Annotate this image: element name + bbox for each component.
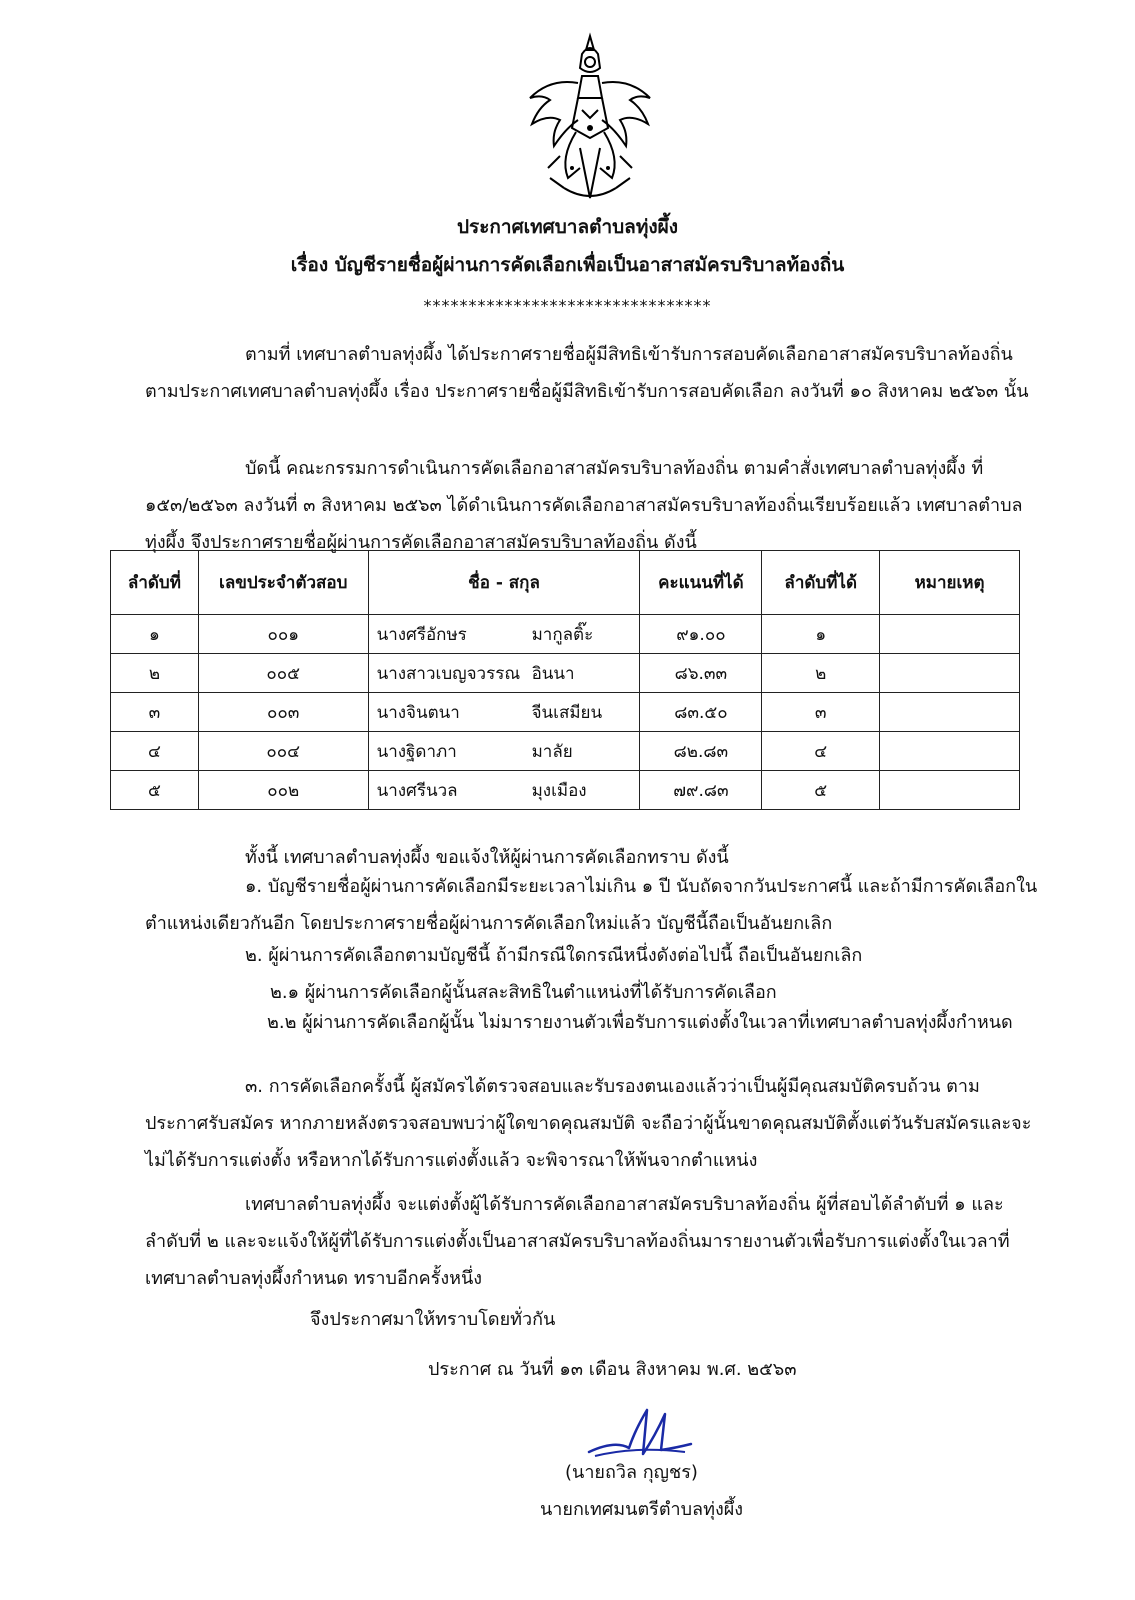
appointment-paragraph: เทศบาลตำบลทุ่งผึ้ง จะแต่งตั้งผู้ได้รับการคัดเลือกอาสาสมัครบริบาลท้องถิ่น ผู้ที่สอบได้ลำดับที่ ๑ และลำดับที่ ๒ และจะแจ้งให้ผู้ที่ได้รับการแต่งตั้งเป็นอาสาสมัครบริบาลท้องถิ่นมารายงานตัวเพื่อรับการแต่งตั้งในเวลาที่เทศบาลตำบลทุ่งผึ้งกำหนด ทราบอีกครั้งหนึ่ง [145,1194,1010,1289]
cell-no: ๓ [111,693,199,732]
cell-name [368,654,640,693]
cell-score: ๘๓.๕๐ [640,693,762,732]
last-name: มาลัย [531,741,573,762]
cell-name [368,771,640,810]
signer-name: (นายถวิล กุญชร) [565,1462,698,1483]
last-name: มุงเมือง [531,780,587,801]
condition-1: ๑. บัญชีรายชื่อผู้ผ่านการคัดเลือกมีระยะเวลาไม่เกิน ๑ ปี นับถัดจากวันประกาศนี้ และถ้ามีการคัดเลือกในตำแหน่งเดียวกันอีก โดยประกาศรายชื่อผู้ผ่านการคัดเลือกใหม่แล้ว บัญชีนี้ถือเป็นอันยกเลิก [145,876,1038,934]
announcement-title: ประกาศเทศบาลตำบลทุ่งผึ้ง [456,216,679,238]
col-header-exam-id: เลขประจำตัวสอบ [198,551,368,615]
cell-name [368,615,640,654]
cell-score: ๘๒.๘๓ [640,732,762,771]
cell-score: ๘๖.๓๓ [640,654,762,693]
cell-name [368,693,640,732]
cell-score: ๙๑.๐๐ [640,615,762,654]
col-header-no: ลำดับที่ [111,551,199,615]
first-name: นางจินตนา [376,702,460,723]
intro-paragraph-1: ตามที่ เทศบาลตำบลทุ่งผึ้ง ได้ประกาศรายชื่อผู้มีสิทธิเข้ารับการสอบคัดเลือกอาสาสมัครบริบาลท้องถิ่น ตามประกาศเทศบาลตำบลทุ่งผึ้ง เรื่อง ประกาศรายชื่อผู้มีสิทธิเข้ารับการสอบคัดเลือก ลงวันที่ ๑๐ สิงหาคม ๒๕๖๓ นั้น [145,344,1029,402]
announcement-subject: เรื่อง บัญชีรายชื่อผู้ผ่านการคัดเลือกเพื่อเป็นอาสาสมัครบริบาลท้องถิ่น [290,254,845,276]
first-name: นางฐิดาภา [376,741,457,762]
cell-exam-id: ๐๐๕ [198,654,368,693]
table-row [111,654,1020,693]
cell-no: ๔ [111,732,199,771]
cell-rank: ๒ [762,654,880,693]
cell-rank: ๔ [762,732,880,771]
first-name: นางศรีนวล [376,780,458,801]
table-row [111,693,1020,732]
results-table [110,550,1020,810]
cell-note [880,771,1020,810]
garuda-emblem-icon [520,28,660,208]
cell-rank: ๕ [762,771,880,810]
condition-2-1: ๒.๑ ผู้ผ่านการคัดเลือกผู้นั้นสละสิทธิในตำแหน่งที่ได้รับการคัดเลือก [270,982,777,1003]
cell-score: ๗๙.๘๓ [640,771,762,810]
last-name: อินนา [531,663,575,684]
cell-exam-id: ๐๐๓ [198,693,368,732]
cell-no: ๒ [111,654,199,693]
cell-note [880,732,1020,771]
table-row [111,615,1020,654]
announce-line: จึงประกาศมาให้ทราบโดยทั่วกัน [310,1309,556,1330]
col-header-name: ชื่อ - สกุล [368,551,640,615]
cell-exam-id: ๐๐๑ [198,615,368,654]
cell-rank: ๑ [762,615,880,654]
intro-paragraph-2: บัดนี้ คณะกรรมการดำเนินการคัดเลือกอาสาสมัครบริบาลท้องถิ่น ตามคำสั่งเทศบาลตำบลทุ่งผึ้ง ที่ ๑๕๓/๒๕๖๓ ลงวันที่ ๓ สิงหาคม ๒๕๖๓ ได้ดำเนินการคัดเลือกอาสาสมัครบริบาลท้องถิ่นเรียบร้อยแล้ว เทศบาลตำบลทุ่งผึ้ง จึงประกาศรายชื่อผู้ผ่านการคัดเลือกอาสาสมัครบริบาลท้องถิ่น ดังนี้ [145,458,1023,553]
condition-3: ๓. การคัดเลือกครั้งนี้ ผู้สมัครได้ตรวจสอบและรับรองตนเองแล้วว่าเป็นผู้มีคุณสมบัติครบถ้วน ตามประกาศรับสมัคร หากภายหลังตรวจสอบพบว่าผู้ใดขาดคุณสมบัติ จะถือว่าผู้นั้นขาดคุณสมบัติตั้งแต่วันรับสมัครและจะไม่ได้รับการแต่งตั้ง หรือหากได้รับการแต่งตั้งแล้ว จะพิจารณาให้พ้นจากตำแหน่ง [145,1076,1032,1171]
cell-no: ๕ [111,771,199,810]
col-header-score: คะแนนที่ได้ [640,551,762,615]
table-row [111,732,1020,771]
cell-no: ๑ [111,615,199,654]
first-name: นางสาวเบญจวรรณ [376,663,521,684]
condition-2: ๒. ผู้ผ่านการคัดเลือกตามบัญชีนี้ ถ้ามีกรณีใดกรณีหนึ่งดังต่อไปนี้ ถือเป็นอันยกเลิก [245,945,863,966]
cell-note [880,654,1020,693]
conditions-lead: ทั้งนี้ เทศบาลตำบลทุ่งผึ้ง ขอแจ้งให้ผู้ผ่านการคัดเลือกทราบ ดังนี้ [245,847,729,868]
signer-title: นายกเทศมนตรีตำบลทุ่งผึ้ง [540,1499,744,1520]
first-name: นางศรีอักษร [376,624,467,645]
separator-stars: ******************************** [423,296,712,315]
condition-2-2: ๒.๒ ผู้ผ่านการคัดเลือกผู้นั้น ไม่มารายงานตัวเพื่อรับการแต่งตั้งในเวลาที่เทศบาลตำบลทุ่งผึ้งกำหนด [267,1012,1013,1033]
announce-date: ประกาศ ณ วันที่ ๑๓ เดือน สิงหาคม พ.ศ. ๒๕๖๓ [428,1359,797,1380]
cell-name [368,732,640,771]
last-name: จีนเสมียน [531,702,603,723]
col-header-note: หมายเหตุ [880,551,1020,615]
table-row [111,771,1020,810]
cell-rank: ๓ [762,693,880,732]
table-header-row [111,551,1020,615]
cell-exam-id: ๐๐๔ [198,732,368,771]
cell-note [880,693,1020,732]
cell-exam-id: ๐๐๒ [198,771,368,810]
last-name: มากูลติ๊ะ [531,624,594,645]
col-header-rank: ลำดับที่ได้ [762,551,880,615]
cell-note [880,615,1020,654]
